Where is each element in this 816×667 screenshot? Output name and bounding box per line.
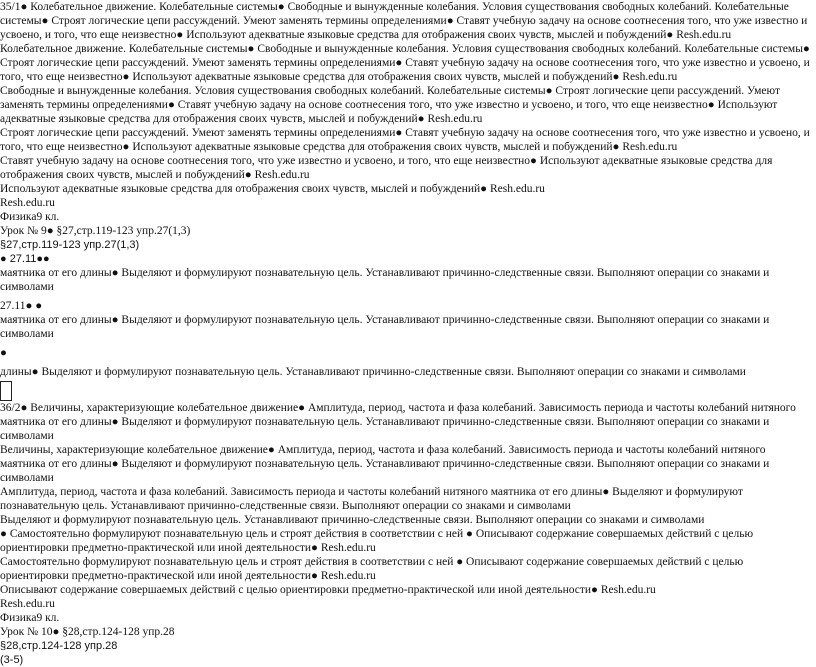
date-line: ● 27.11●●: [0, 253, 50, 265]
lesson-heading: Урок № 9● §27,стр.119-123 упр.27(1,3): [0, 225, 191, 237]
date-line: 27.11● ●: [0, 300, 43, 312]
text-line: Строят логические цепи рассуждений. Умеют заменять термины определениями● Ставят учебную задачу на основе соотнесения того, что уже известно и усвоено, и того, что еще неизвестно● Используют адекватные языковые средства для отображения своих чувств, мыслей и побуждений● Resh.edu.ru: [0, 127, 810, 153]
homework-line: §28,стр.124-128 упр.28: [0, 640, 118, 652]
text-line: Колебательное движение. Колебательные системы● Свободные и вынужденные колебания. Условия существования свободных колебаний. Колебательные системы● Строят логические цепи рассуждений. Умеют заменять термины определениями● Ставят учебную задачу на основе соотнесения того, что уже известно и усвоено, и того, что еще неизвестно● Используют адекватные языковые средства для отображения своих чувств, мыслей и побуждений● Resh.edu.ru: [0, 43, 810, 83]
text-line: Ставят учебную задачу на основе соотнесения того, что уже известно и усвоено, и того, что еще неизвестно● Используют адекватные языковые средства для отображения своих чувств, мыслей и побуждений● Resh.edu.ru: [0, 155, 773, 181]
empty-box-icon: [0, 381, 12, 401]
link-text: Resh.edu.ru: [0, 197, 55, 209]
homework-line: §27,стр.119-123 упр.27(1,3): [0, 239, 140, 251]
lesson-36-paragraph: 36/2● Величины, характеризующие колебательное движение● Амплитуда, период, частота и фаза колебаний. Зависимость периода и частоты колебаний нитяного маятника от его длины● Выделяют и формулируют познавательную цель. Устанавливают причинно-следственные связи. Выполняют операции со знаками и символами: [0, 402, 796, 442]
bullet-line: ●: [0, 347, 7, 359]
text-line: маятника от его длины● Выделяют и формулируют познавательную цель. Устанавливают причинно-следственные связи. Выполняют операции со знаками и символами: [0, 267, 770, 293]
text-line: Описывают содержание совершаемых действий с целью ориентировки предметно-практической или иной деятельности● Resh.edu.ru: [0, 584, 656, 596]
homework-line: (3-5): [0, 654, 24, 666]
text-line: длины● Выделяют и формулируют познавательную цель. Устанавливают причинно-следственные связи. Выполняют операции со знаками и символами: [0, 366, 746, 378]
text-line: Свободные и вынужденные колебания. Условия существования свободных колебаний. Колебательные системы● Строят логические цепи рассуждений. Умеют заменять термины определениями● Ставят учебную задачу на основе соотнесения того, что уже известно и усвоено, и того, что еще неизвестно● Используют адекватные языковые средства для отображения своих чувств, мыслей и побуждений● Resh.edu.ru: [0, 85, 780, 125]
text-line: маятника от его длины● Выделяют и формулируют познавательную цель. Устанавливают причинно-следственные связи. Выполняют операции со знаками и символами: [0, 314, 770, 340]
text-line: Выделяют и формулируют познавательную цель. Устанавливают причинно-следственные связи. Выполняют операции со знаками и символами: [0, 514, 705, 526]
lesson-heading: Урок № 10● §28,стр.124-128 упр.28: [0, 626, 175, 638]
subject-label: Физика9 кл.: [0, 211, 60, 223]
page-separator: [0, 379, 812, 401]
link-text: Resh.edu.ru: [0, 598, 55, 610]
subject-label: Физика9 кл.: [0, 612, 60, 624]
text-line: Самостоятельно формулируют познавательную цель и строят действия в соответствии с ней ● Описывают содержание совершаемых действий с целью ориентировки предметно-практической или иной деятельности● Resh.edu.ru: [0, 556, 744, 582]
text-line: ● Самостоятельно формулируют познавательную цель и строят действия в соответствии с ней ● Описывают содержание совершаемых действий с целью ориентировки предметно-практической или иной деятельности● Resh.edu.ru: [0, 528, 754, 554]
lesson-35-paragraph: 35/1● Колебательное движение. Колебательные системы● Свободные и вынужденные колебания. Условия существования свободных колебаний. Колебательные системы● Строят логические цепи рассуждений. Умеют заменять термины определениями● Ставят учебную задачу на основе соотнесения того, что уже известно и усвоено, и того, что еще неизвестно● Используют адекватные языковые средства для отображения своих чувств, мыслей и побуждений● Resh.edu.ru: [0, 1, 808, 41]
text-line: Величины, характеризующие колебательное движение● Амплитуда, период, частота и фаза колебаний. Зависимость периода и частоты колебаний нитяного маятника от его длины● Выделяют и формулируют познавательную цель. Устанавливают причинно-следственные связи. Выполняют операции со знаками и символами: [0, 444, 770, 484]
text-line: Используют адекватные языковые средства для отображения своих чувств, мыслей и побуждений● Resh.edu.ru: [0, 183, 545, 195]
text-line: Амплитуда, период, частота и фаза колебаний. Зависимость периода и частоты колебаний нитяного маятника от его длины● Выделяют и формулируют познавательную цель. Устанавливают причинно-следственные связи. Выполняют операции со знаками и символами: [0, 486, 743, 512]
